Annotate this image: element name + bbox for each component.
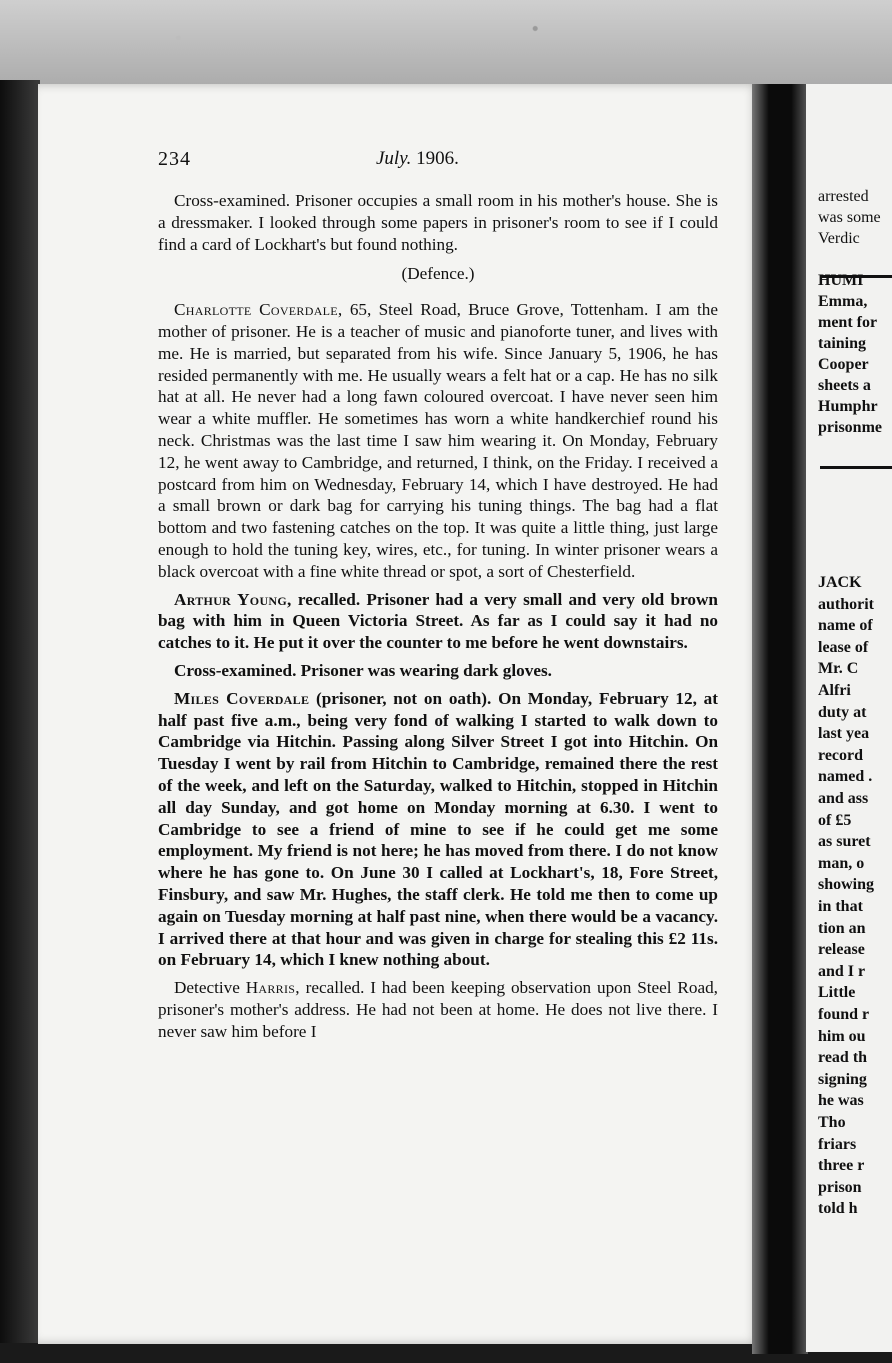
witness-name: Miles Coverdale [174,688,310,708]
testimony-text: 65, Steel Road, Bruce Grove, Tottenham. I am the mother of prisoner. He is a teacher of music and pianoforte tuner, and lives with me. He is married, but separated from his wife. Since January 5, 1906, he has resided permanently with me. He usually wears a felt hat or a cap. He has no silk hat at all. He never had a long fawn coloured overcoat. I have never seen him wear a white muffler. He sometimes has worn a white handkerchief round his neck. Christmas was the last time I saw him wearing it. On Monday, February 12, he went away to Cambridge, and returned, I think, on the Friday. I received a postcard from him on Wednesday, February 14, which I have destroyed. He had a small brown or dark bag for carrying his tuning things. The bag had a flat bottom and two fastening catches on the top. It was quite a little thing, just large enough to hold the tuning key, wires, etc., for tuning. In winter prisoner wears a black overcoat with a fine white thread or spot, a sort of Chesterfield. [158,300,718,581]
right-page-line: release [818,941,865,959]
right-page-line: taining [818,335,867,352]
right-page-line: lease of [818,638,869,656]
right-page-line: as suret [818,833,871,851]
right-page-line: Verdic [818,230,860,247]
right-page-line: read th [818,1049,868,1067]
witness-name: Arthur Young, [174,589,292,609]
paragraph-cross-examined: Cross-examined. Prisoner occupies a small room in his mother's house. She is a dressmaker. I looked through some papers in prisoner's room to see if I could find a card of Lockhart's but found nothing. [158,191,718,254]
right-page-line: showing [818,876,875,894]
right-page-rule [820,466,892,469]
right-page-line: prison [818,1178,862,1196]
right-page-line: three r [818,1157,865,1175]
scan-top-margin [0,0,892,95]
right-page-line: in that [818,898,863,915]
page-header [158,148,718,176]
right-page-line: JACK [818,574,862,591]
paragraph-miles-coverdale [158,688,718,971]
right-page-line: and I r [818,962,866,980]
right-page-line: Mr. C [818,660,859,678]
right-page-fragment [806,84,892,1352]
paragraph-charlotte-coverdale [158,299,718,582]
page-body [158,190,718,1048]
right-page-line: Alfri [818,682,851,699]
right-page-line: sheets a [818,377,871,394]
running-head [376,148,459,170]
witness-name: Charlotte Coverdale, [174,300,343,320]
right-page-line: friars [818,1135,857,1153]
witness-name: Harris, [245,978,300,998]
right-page-line: Emma, [818,293,868,310]
testimony-text: recalled. I had been keeping observation upon Steel Road, prisoner's mother's address. He had not been at home. He does not live there. I never saw him before I [158,978,718,1041]
right-page-line: him ou [818,1027,866,1045]
right-page-line: authorit [818,595,874,613]
right-page-line: signing [818,1070,867,1088]
right-page-line: prisonme [818,419,882,436]
right-page-line: HUMI [818,272,864,289]
right-page-line: arrested [818,188,869,205]
testimony-text: (prisoner, not on oath). On Monday, February 12, at half past five a.m., being very fond of walking I started to walk down to Cambridge via Hitchin. Passing along Silver Street I got into Hitchin. On Tuesday I went by rail from Hitchin to Cambridge, remained there the rest of the week, and left on the Saturday, walked to Hitchin, stopped in Hitchin all day Sunday, and got home on Monday morning at 6.30. I went to Cambridge to see a friend of mine to see if he could get me some employment. My friend is not here; he has moved from there. I do not know where he has gone to. On June 30 I called at Lockhart's, 18, Fore Street, Finsbury, and saw Mr. Hughes, the staff clerk. He told me then to come up again on Tuesday morning at half past nine, when there would be a vacancy. I arrived there at that hour and was given in charge for stealing this £2 11s. on February 14, which I knew nothing about. [158,688,718,970]
paragraph-cross-examined-gloves: Cross-examined. Prisoner was wearing dark gloves. [174,660,552,680]
right-page-line: Humphr [818,398,878,415]
scan-left-edge [0,80,40,1363]
right-page-line: record [818,746,864,764]
right-page-line: and ass [818,790,869,807]
right-page-line: named . [818,768,873,786]
paragraph-arthur-young [158,589,718,654]
right-page-line: told h [818,1200,858,1218]
running-head-year: 1906. [416,148,459,169]
section-heading-defence: (Defence.) [401,264,475,284]
right-page-line: Cooper [818,356,869,373]
book-gutter [752,84,808,1354]
running-head-month: July. [376,148,412,169]
right-page-line: name of [818,617,873,635]
witness-title: Detective [174,978,246,998]
right-page-line: man, o [818,854,865,872]
right-page-line: Little [818,984,856,1002]
right-page-line: last yea [818,725,870,743]
right-page-line: duty at [818,703,867,721]
right-page-line: found r [818,1006,870,1023]
page-number: 234 [158,148,191,170]
right-page-line: he was [818,1092,864,1110]
right-page-line: Tho [818,1114,846,1131]
right-page-line: tion an [818,919,866,937]
right-page-line: ment for [818,314,878,331]
right-page-line: was some [818,209,881,226]
paragraph-detective-harris [158,977,718,1042]
testimony-text: recalled. Prisoner had a very small and very old brown bag with him in Queen Victoria Street. As far as I could say it had no catches to it. He put it over the counter to me before he went downstairs. [158,589,718,653]
right-page-line: of £5 [818,811,852,829]
